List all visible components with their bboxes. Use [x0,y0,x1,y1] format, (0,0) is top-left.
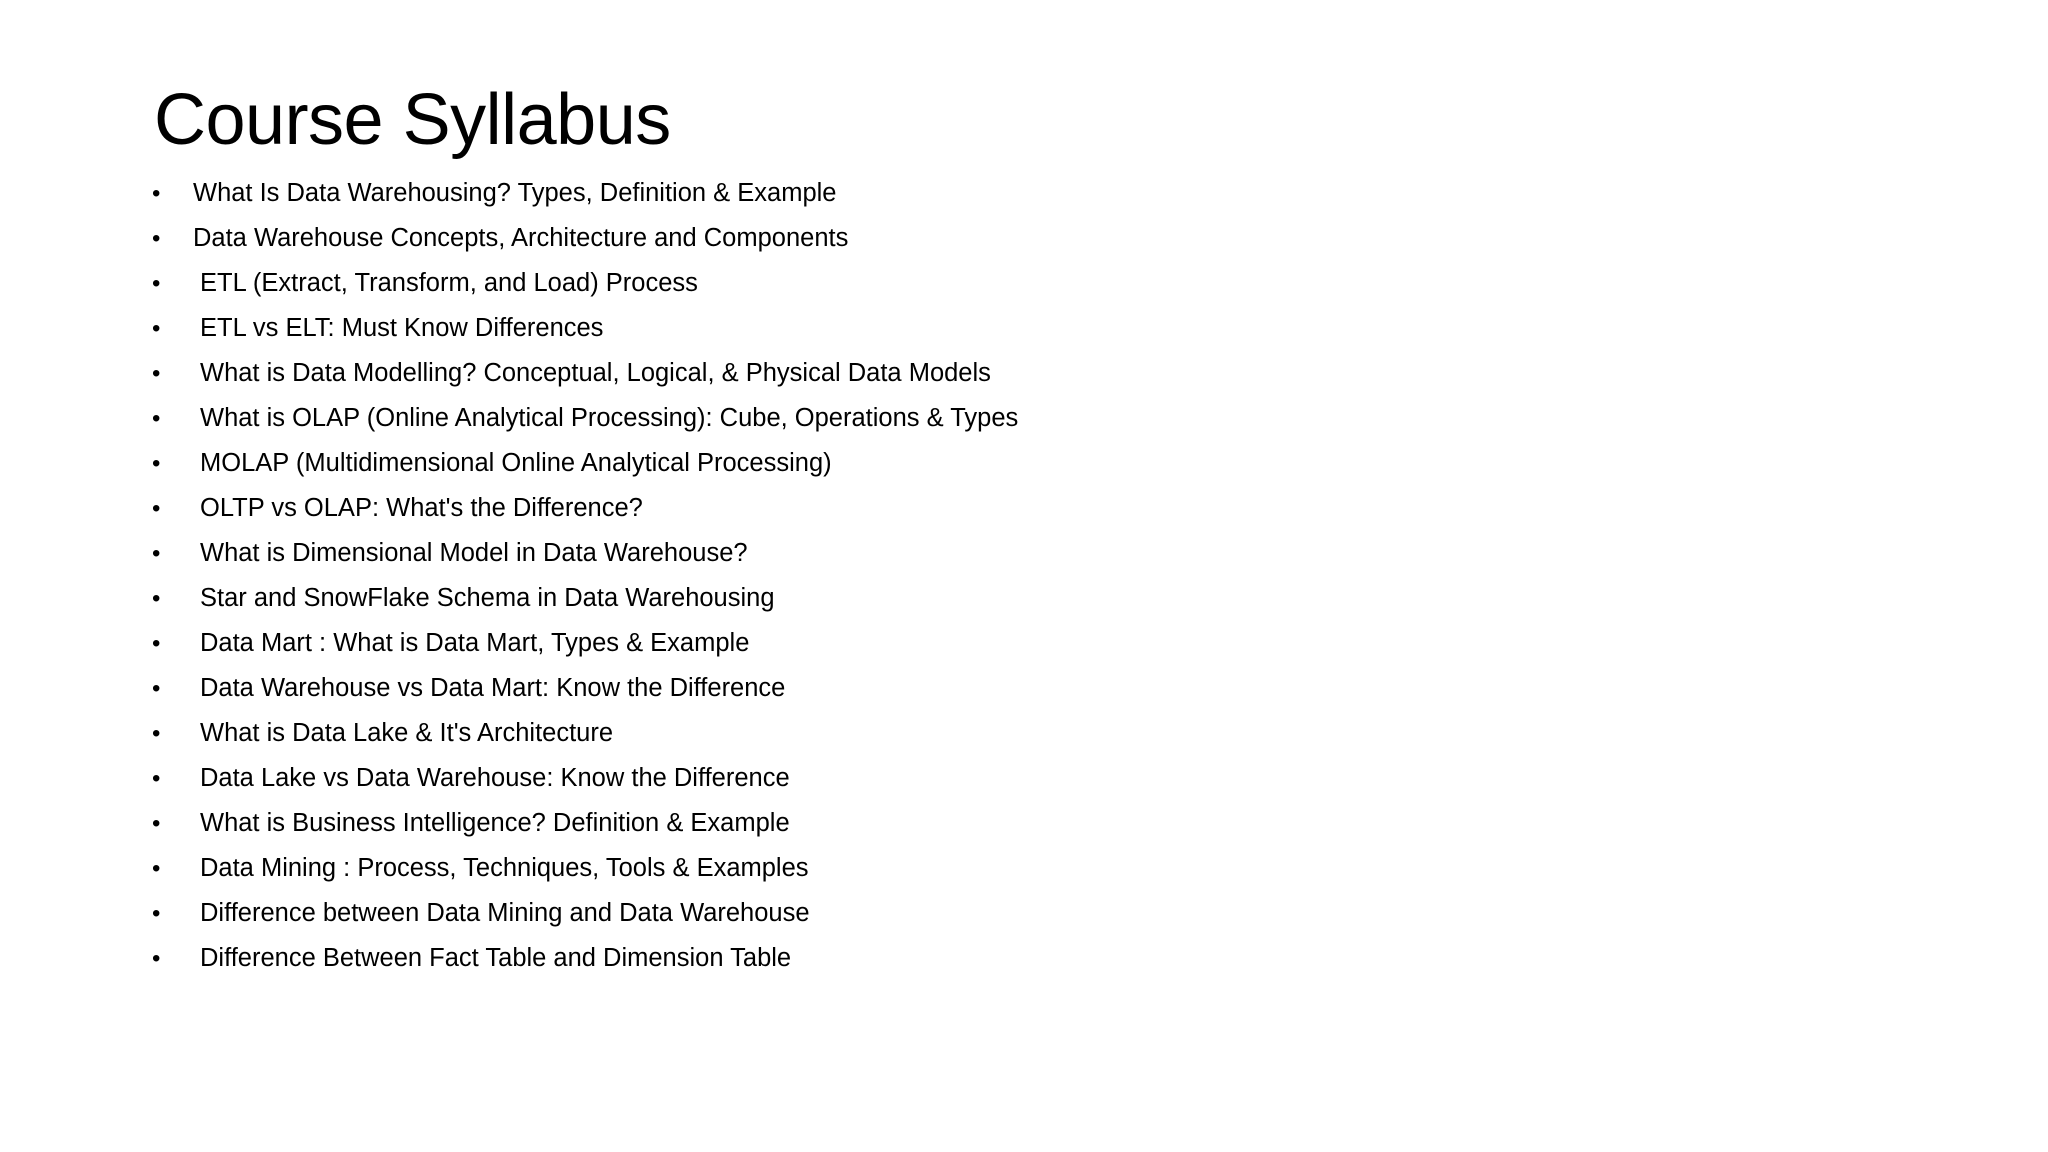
list-item-text: ETL vs ELT: Must Know Differences [200,314,604,342]
list-item [152,576,1852,621]
bullet-icon: • [152,360,161,387]
bullet-icon: • [152,900,161,927]
list-item-text: What is Data Modelling? Conceptual, Logical, & Physical Data Models [200,359,991,387]
list-item-text: Data Warehouse vs Data Mart: Know the Difference [200,674,786,702]
bullet-icon: • [152,945,161,972]
list-item-text: What is OLAP (Online Analytical Processing): Cube, Operations & Types [200,404,1019,432]
list-item [152,171,1852,216]
list-item-text: ETL (Extract, Transform, and Load) Process [200,269,698,297]
list-item [152,531,1852,576]
list-item-text: Difference between Data Mining and Data Warehouse [200,899,810,927]
bullet-icon: • [152,270,161,297]
bullet-icon: • [152,585,161,612]
list-item [152,801,1852,846]
list-item [152,666,1852,711]
slide-title: Course Syllabus [154,80,671,160]
bullet-icon: • [152,225,161,252]
bullet-icon: • [152,495,161,522]
list-item [152,621,1852,666]
bullet-icon: • [152,855,161,882]
list-item [152,441,1852,486]
list-item-text: What is Business Intelligence? Definition & Example [200,809,790,837]
list-item [152,306,1852,351]
list-item [152,261,1852,306]
list-item-text: What Is Data Warehousing? Types, Definition & Example [193,179,837,207]
list-item [152,891,1852,936]
list-item-text: Data Mining : Process, Techniques, Tools & Examples [200,854,809,882]
bullet-icon: • [152,180,161,207]
list-item [152,756,1852,801]
bullet-icon: • [152,765,161,792]
list-item-text: Data Mart : What is Data Mart, Types & Example [200,629,750,657]
list-item [152,486,1852,531]
list-item-text: What is Data Lake & It's Architecture [200,719,614,747]
bullet-icon: • [152,315,161,342]
bullet-icon: • [152,405,161,432]
syllabus-list [152,171,1852,981]
list-item [152,711,1852,756]
bullet-icon: • [152,810,161,837]
list-item-text: MOLAP (Multidimensional Online Analytical Processing) [200,449,832,477]
bullet-icon: • [152,720,161,747]
list-item [152,216,1852,261]
bullet-icon: • [152,540,161,567]
list-item-text: OLTP vs OLAP: What's the Difference? [200,494,643,522]
list-item-text: Data Warehouse Concepts, Architecture and Components [193,224,849,252]
list-item [152,351,1852,396]
list-item-text: Data Lake vs Data Warehouse: Know the Difference [200,764,790,792]
list-item [152,396,1852,441]
bullet-icon: • [152,675,161,702]
list-item [152,936,1852,981]
list-item-text: Difference Between Fact Table and Dimension Table [200,944,792,972]
bullet-icon: • [152,450,161,477]
bullet-icon: • [152,630,161,657]
list-item-text: What is Dimensional Model in Data Warehouse? [200,539,748,567]
list-item-text: Star and SnowFlake Schema in Data Warehousing [200,584,775,612]
list-item [152,846,1852,891]
